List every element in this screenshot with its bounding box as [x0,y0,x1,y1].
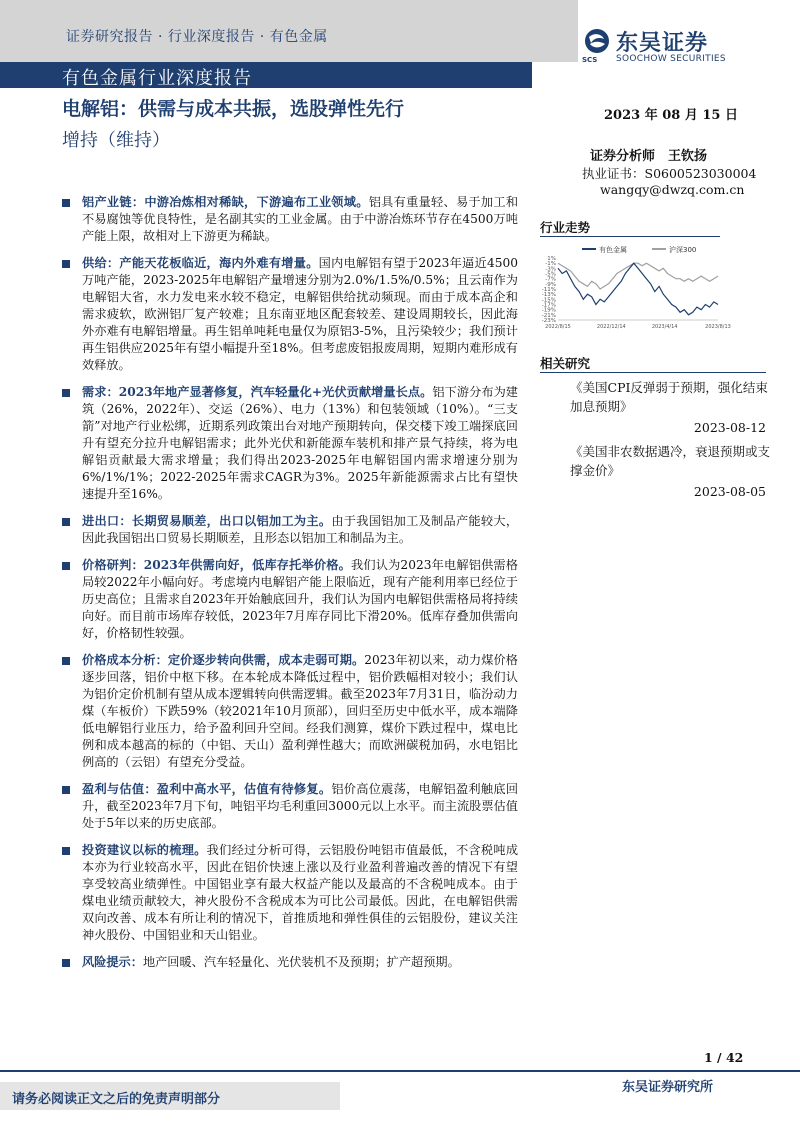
y-tick-label: -9% [545,281,556,288]
bullet-heading: 盈利与估值：盈利中高水平，估值有待修复。 [82,782,332,796]
legend-label: 沪深300 [669,246,697,254]
y-tick-label: -1% [545,261,556,268]
summary-bullet [60,781,518,832]
industry-trend-chart [536,242,731,332]
bullet-text: 铝下游分布为建筑（26%，2022年）、交运（26%）、电力（13%）和包装领域（10%）。“三支箭”对地产行业松绑，近期系列政策出台对地产预期转向，保交楼下竣工端探底回升有望充分拉升电解铝需求；此外光伏和新能源车装机和排产景气持续，将为电解铝贡献最大需求增量；我们得出2023-2025年电解铝国内需求增速分别为6%/1%/1%；2022-2025年需求CAGR为3%。2025年新能源需求占比有望快速提升至16%。 [82,385,518,501]
brand-mark-icon [582,28,612,58]
y-tick-label: -13% [541,292,556,299]
y-tick-label: -11% [541,287,556,293]
report-title: 电解铝：供需与成本共振，选股弹性先行 [62,98,405,120]
bullet-heading: 供给：产能天花板临近，海内外难有增量。 [82,256,319,270]
institute-name: 东吴证券研究所 [622,1080,714,1095]
summary-bullet [60,384,518,503]
bullet-square-icon [62,199,70,207]
logo-abbr: SCS [582,56,598,64]
bullet-heading: 需求：2023年地产显著修复，汽车轻量化+光伏贡献增量长点。 [82,385,433,399]
page-number: 1 / 42 [704,1050,744,1065]
bullet-square-icon [62,657,70,665]
bullet-text: 铝价高位震荡，电解铝盈利触底回升，截至2023年7月下旬，吨铝平均毛利重回3000元以上水平。而主流股票估值处于5年以来的历史底部。 [82,782,519,830]
y-tick-label: -21% [541,312,556,319]
summary-bullet [60,513,518,547]
bullet-square-icon [62,959,70,967]
y-tick-label: -3% [545,266,556,273]
related-report-link[interactable]: 《美国非农数据遇冷，衰退预期或支撑金价》 [570,444,771,478]
y-tick-label: -19% [541,307,556,314]
report-date: 2023 年 08 月 15 日 [604,108,738,123]
bullet-text: 由于我国铝加工及制品产能较大，因此我国铝出口贸易长期顺差，且形态以铝加工和制品为主。 [82,514,519,545]
bullet-heading: 铝产业链：中游冶炼相对稀缺，下游遍布工业领域。 [82,195,369,209]
analyst-license: 执业证书：S0600523030004 [582,166,757,181]
summary-bullet [60,954,518,971]
related-report-date: 2023-08-05 [693,484,766,499]
y-tick-label: -15% [541,297,556,304]
x-tick-label: 2022/12/14 [596,324,626,330]
summary-body [60,194,518,981]
bullet-text: 铝具有重量轻、易于加工和不易腐蚀等优良特性，是名副其实的工业金属。由于中游冶炼环节存在4500万吨产能上限，故相对上下游更为稀缺。 [82,195,519,243]
y-tick-label: -17% [541,302,556,309]
summary-bullet [60,842,518,944]
summary-bullet [60,194,518,245]
logo-cn: 东吴证券 [616,31,709,56]
x-tick-label: 2023/4/14 [651,324,678,330]
disclaimer-text: 请务必阅读正文之后的免责声明部分 [12,1092,221,1107]
related-title: 相关研究 [540,356,591,371]
breadcrumb: 证券研究报告 · 行业深度报告 · 有色金属 [66,29,328,45]
x-tick-label: 2022/8/15 [545,324,571,330]
bullet-heading: 投资建议以标的梳理。 [82,843,207,857]
legend-label: 有色金属 [599,246,627,254]
x-tick-label: 2023/8/13 [705,324,731,330]
bullet-heading: 价格成本分析：定价逐步转向供需，成本走弱可期。 [82,653,365,667]
divider [540,236,720,237]
series-line [558,263,718,289]
y-tick-label: 1% [547,256,556,262]
y-tick-label: -23% [541,318,556,324]
bullet-square-icon [62,847,70,855]
series-line [558,263,718,315]
category-bar [0,62,532,88]
related-report-link[interactable]: 《美国CPI反弹弱于预期，强化结束加息预期》 [570,380,768,414]
bullet-text: 我们经过分析可得，云铝股份吨铝市值最低，不含税吨成本亦为行业较高水平，因此在铝价快速上涨以及行业盈利普遍改善的情况下有望享受较高业绩弹性。中国铝业享有最大权益产能以及最高的不含税吨成本。由于煤电业绩贡献较大，神火股份不含税成本为可比公司最低。因此，在电解铝供需双向改善、成本有所让利的情况下，首推质地和弹性俱佳的云铝股份，建议关注神火股份、中国铝业和天山铝业。 [82,843,519,942]
brand-logo [582,28,752,68]
y-tick-label: -7% [545,276,556,283]
related-report-date: 2023-08-12 [693,420,766,435]
bullet-heading: 风险提示： [82,955,143,969]
bullet-square-icon [62,260,70,268]
bullet-square-icon [62,389,70,397]
bullet-square-icon [62,562,70,570]
rating: 增持（维持） [62,130,170,151]
y-tick-label: -5% [545,271,556,278]
footer-divider [0,1070,800,1072]
summary-bullet [60,255,518,374]
trend-title: 行业走势 [540,220,591,235]
divider [540,372,766,373]
bullet-text: 2023年初以来，动力煤价格逐步回落，铝价中枢下移。在本轮成本降低过程中，铝价跌幅相对较小；我们认为铝价定价机制有望从成本逻辑转向供需逻辑。截至2023年7月31日，临汾动力煤（车板价）下跌59%（较2021年10月顶部），回归至历史中低水平，成本端降低电解铝行业压力，给予盈利回升空间。经我们测算，煤价下跌过程中，煤电比例和成本越高的标的（中铝、天山）盈利弹性越大；而欧洲碳税加码，水电铝比例高的（云铝）有望充分受益。 [82,653,518,769]
category-label: 有色金属行业深度报告 [62,68,252,89]
bullet-square-icon [62,518,70,526]
analyst-email[interactable]: wangqy@dwzq.com.cn [600,182,745,197]
bullet-text: 我们认为2023年电解铝供需格局较2022年小幅向好。考虑境内电解铝产能上限临近，现有产能利用率已经位于历史高位；且需求自2023年开始触底回升，我们认为国内电解铝供需格局将持续向好。而目前市场库存较低，2023年7月库存同比下滑20%。低库存叠加供需向好，价格韧性较强。 [82,558,518,640]
analyst-name: 证券分析师 王钦扬 [590,149,708,164]
bullet-heading: 价格研判：2023年供需向好，低库存托举价格。 [82,558,351,572]
header-band [0,0,578,62]
bullet-square-icon [62,786,70,794]
summary-bullet [60,557,518,642]
bullet-heading: 进出口：长期贸易顺差，出口以铝加工为主。 [82,514,332,528]
bullet-text: 国内电解铝有望于2023年逼近4500万吨产能，2023-2025年电解铝产量增速分别为2.0%/1.5%/0.5%；且云南作为电解铝大省，水力发电来水较不稳定，电解铝供给扰动频现。而由于成本高企和需求疲软，欧洲铝厂复产较难；且东南亚地区配套较差、建设周期较长，因此海外亦难有电解铝增量。再生铝单吨耗电量仅为原铝3-5%，且污染较少；我们预计再生铝供应2025年有望小幅提升至18%。但考虑废铝报废周期，短期内难形成有效释放。 [82,256,518,372]
summary-bullet [60,652,518,771]
bullet-text: 地产回暖、汽车轻量化、光伏装机不及预期；扩产超预期。 [142,955,460,969]
disclaimer-box [0,1082,340,1110]
logo-en: SOOCHOW SECURITIES [616,54,726,64]
